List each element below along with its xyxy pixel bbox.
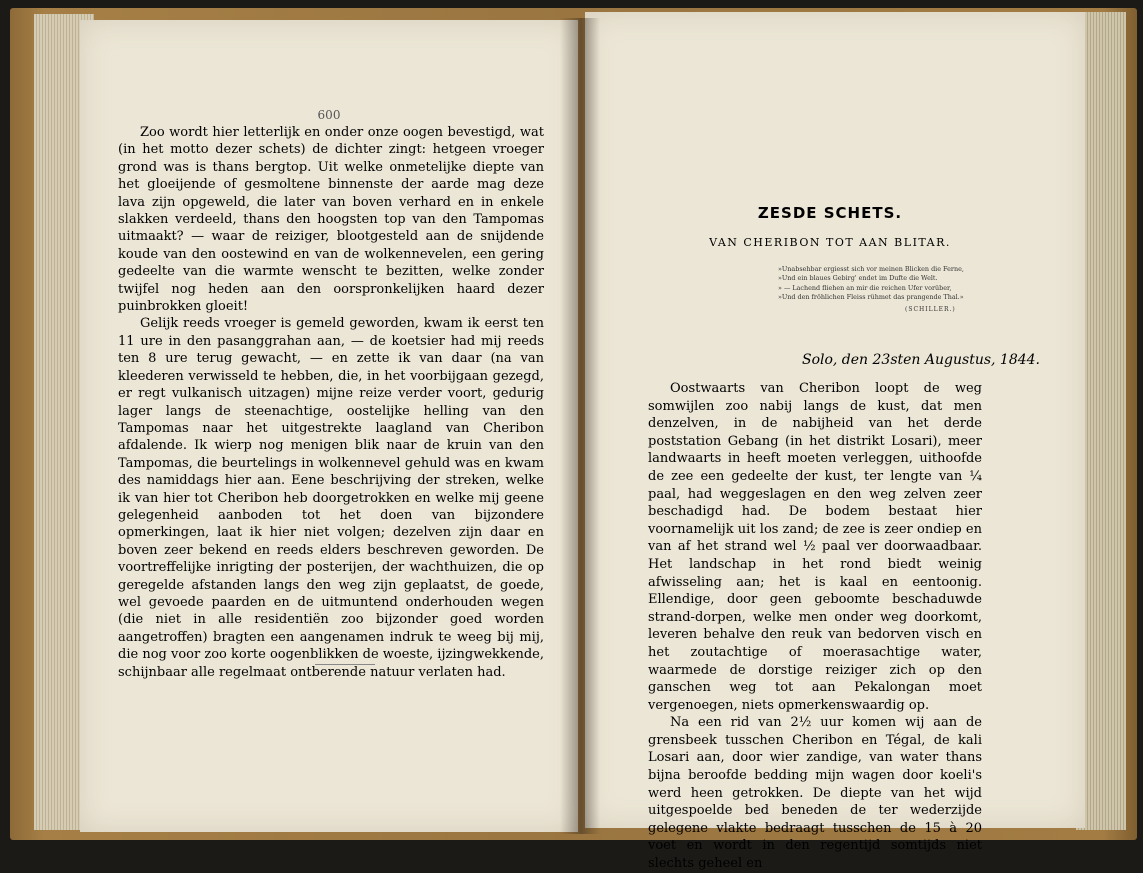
motto	[778, 265, 978, 303]
chapter-subtitle: VAN CHERIBON TOT AAN BLITAR.	[709, 236, 951, 249]
page-number: 600	[317, 108, 341, 122]
dateline: Solo, den 23sten Augustus, 1844.	[801, 352, 1040, 368]
motto-line: »Und den fröhlichen Fleiss rühmet das prangende Thal.»	[778, 293, 964, 302]
paragraph: Gelijk reeds vroeger is gemeld geworden, kwam ik eerst ten 11 ure in den pasanggrahan aan, — de koetsier had mij reeds ten 8 ure terug gewacht, — en zette ik van daar (na van kleederen verwisseld te hebben, die, in het voorbijgaan gezegd, er regt vulkanisch uitzagen) mijne reize verder voort, gedurig lager langs de steenachtige, oostelijke helling van den Tampomas naar het uitgestrekte laagland van Cheribon afdalende. Ik wierp nog menigen blik naar de kruin van den Tampomas, die beurtelings in wolkennevel gehuld was en kwam des namiddags hier aan. Eene beschrijving der streken, welke ik van hier tot Cheribon heb doorgetrokken en welke mij geene gelegenheid aanboden tot het doen van bijzondere opmerkingen, laat ik hier niet volgen; dezelven zijn daar en boven zeer bekend en reeds elders beschreven geworden. De voortreffelijke inrigting der posterijen, der wachthuizen, die op geregelde afstanden langs den weg zijn geplaatst, de goede, wel gevoede paarden en de uitmuntend onderhouden wegen (die niet in alle residentiën zoo bijzonder goed worden aangetroffen) bragten een aangenamen indruk te weeg bij mij, die nog voor zoo korte oogenblikken de woeste, ijzingwekkende, schijnbaar alle regelmaat ontberende natuur verlaten had.	[118, 316, 544, 680]
paragraph: Zoo wordt hier letterlijk en onder onze oogen bevestigd, wat (in het motto dezer schets) de dichter zingt: hetgeen vroeger grond was is thans bergtop. Uit welke onmetelijke diepte van het gloeijende of gesmoltene binnenste der aarde mag deze lava zijn opgeweld, die later van boven verhard en in enkele slakken verdeeld, thans den hoogsten top van den Tampomas uitmaakt? — waar de reiziger, blootgesteld aan de snijdende koude van den oostewind en van de wolkennevelen, een gering gedeelte van die warmte wenscht te bezitten, welke zonder twijfel nog heden aan den oorspronkelijken haard dezer puinbrokken gloeit!	[118, 125, 544, 315]
motto-attribution: (SCHILLER.)	[905, 306, 956, 313]
left-page-text	[118, 124, 544, 681]
motto-line: »Unabsehbar ergiesst sich vor meinen Blicken die Ferne,	[778, 265, 964, 273]
motto-line: » — Lachend fliehen an mir die reichen Ufer vorüber,	[778, 283, 952, 292]
right-page-text	[648, 380, 982, 873]
section-divider	[315, 664, 375, 665]
paragraph: Oostwaarts van Cheribon loopt de weg somwijlen zoo nabij langs de kust, dat men denzelven, in de nabijheid van het derde poststation Gebang (in het distrikt Losari), meer landwaarts in heeft moeten verleggen, uithoofde de zee een gedeelte der kust, ter lengte van ¼ paal, had weggeslagen en den weg zelven zeer beschadigd had. De bodem bestaat hier voornamelijk uit los zand; de zee is zeer ondiep en van af het strand wel ½ paal ver doorwaadbaar. Het landschap in het rond biedt weinig afwisseling aan; het is kaal en eentoonig. Ellendige, door geen geboomte beschaduwde strand-dorpen, welke men onder weg doorkomt, leveren behalve den reuk van bedorven visch en het zoutachtige of moerasachtige water, waarmede de dorstige reiziger zich op den ganschen weg tot aan Pekalongan moet vergenoegen, niets opmerkenswaardig op.	[648, 381, 982, 713]
chapter-title: ZESDE SCHETS.	[757, 204, 903, 222]
motto-line: »Und ein blaues Gebirg' endet im Dufte die Welt.	[778, 274, 938, 283]
paragraph: Na een rid van 2½ uur komen wij aan de grensbeek tusschen Cheribon en Tégal, de kali Losari aan, door wier zandige, van water thans bijna beroofde bedding mijn wagen door koeli's werd heen getrokken. De diepte van het wijd uitgespoelde bed beneden de ter wederzijde gelegene vlakte bedraagt tusschen de 15 à 20 voet en wordt in den regentijd somtijds niet slechts geheel en	[648, 715, 982, 872]
